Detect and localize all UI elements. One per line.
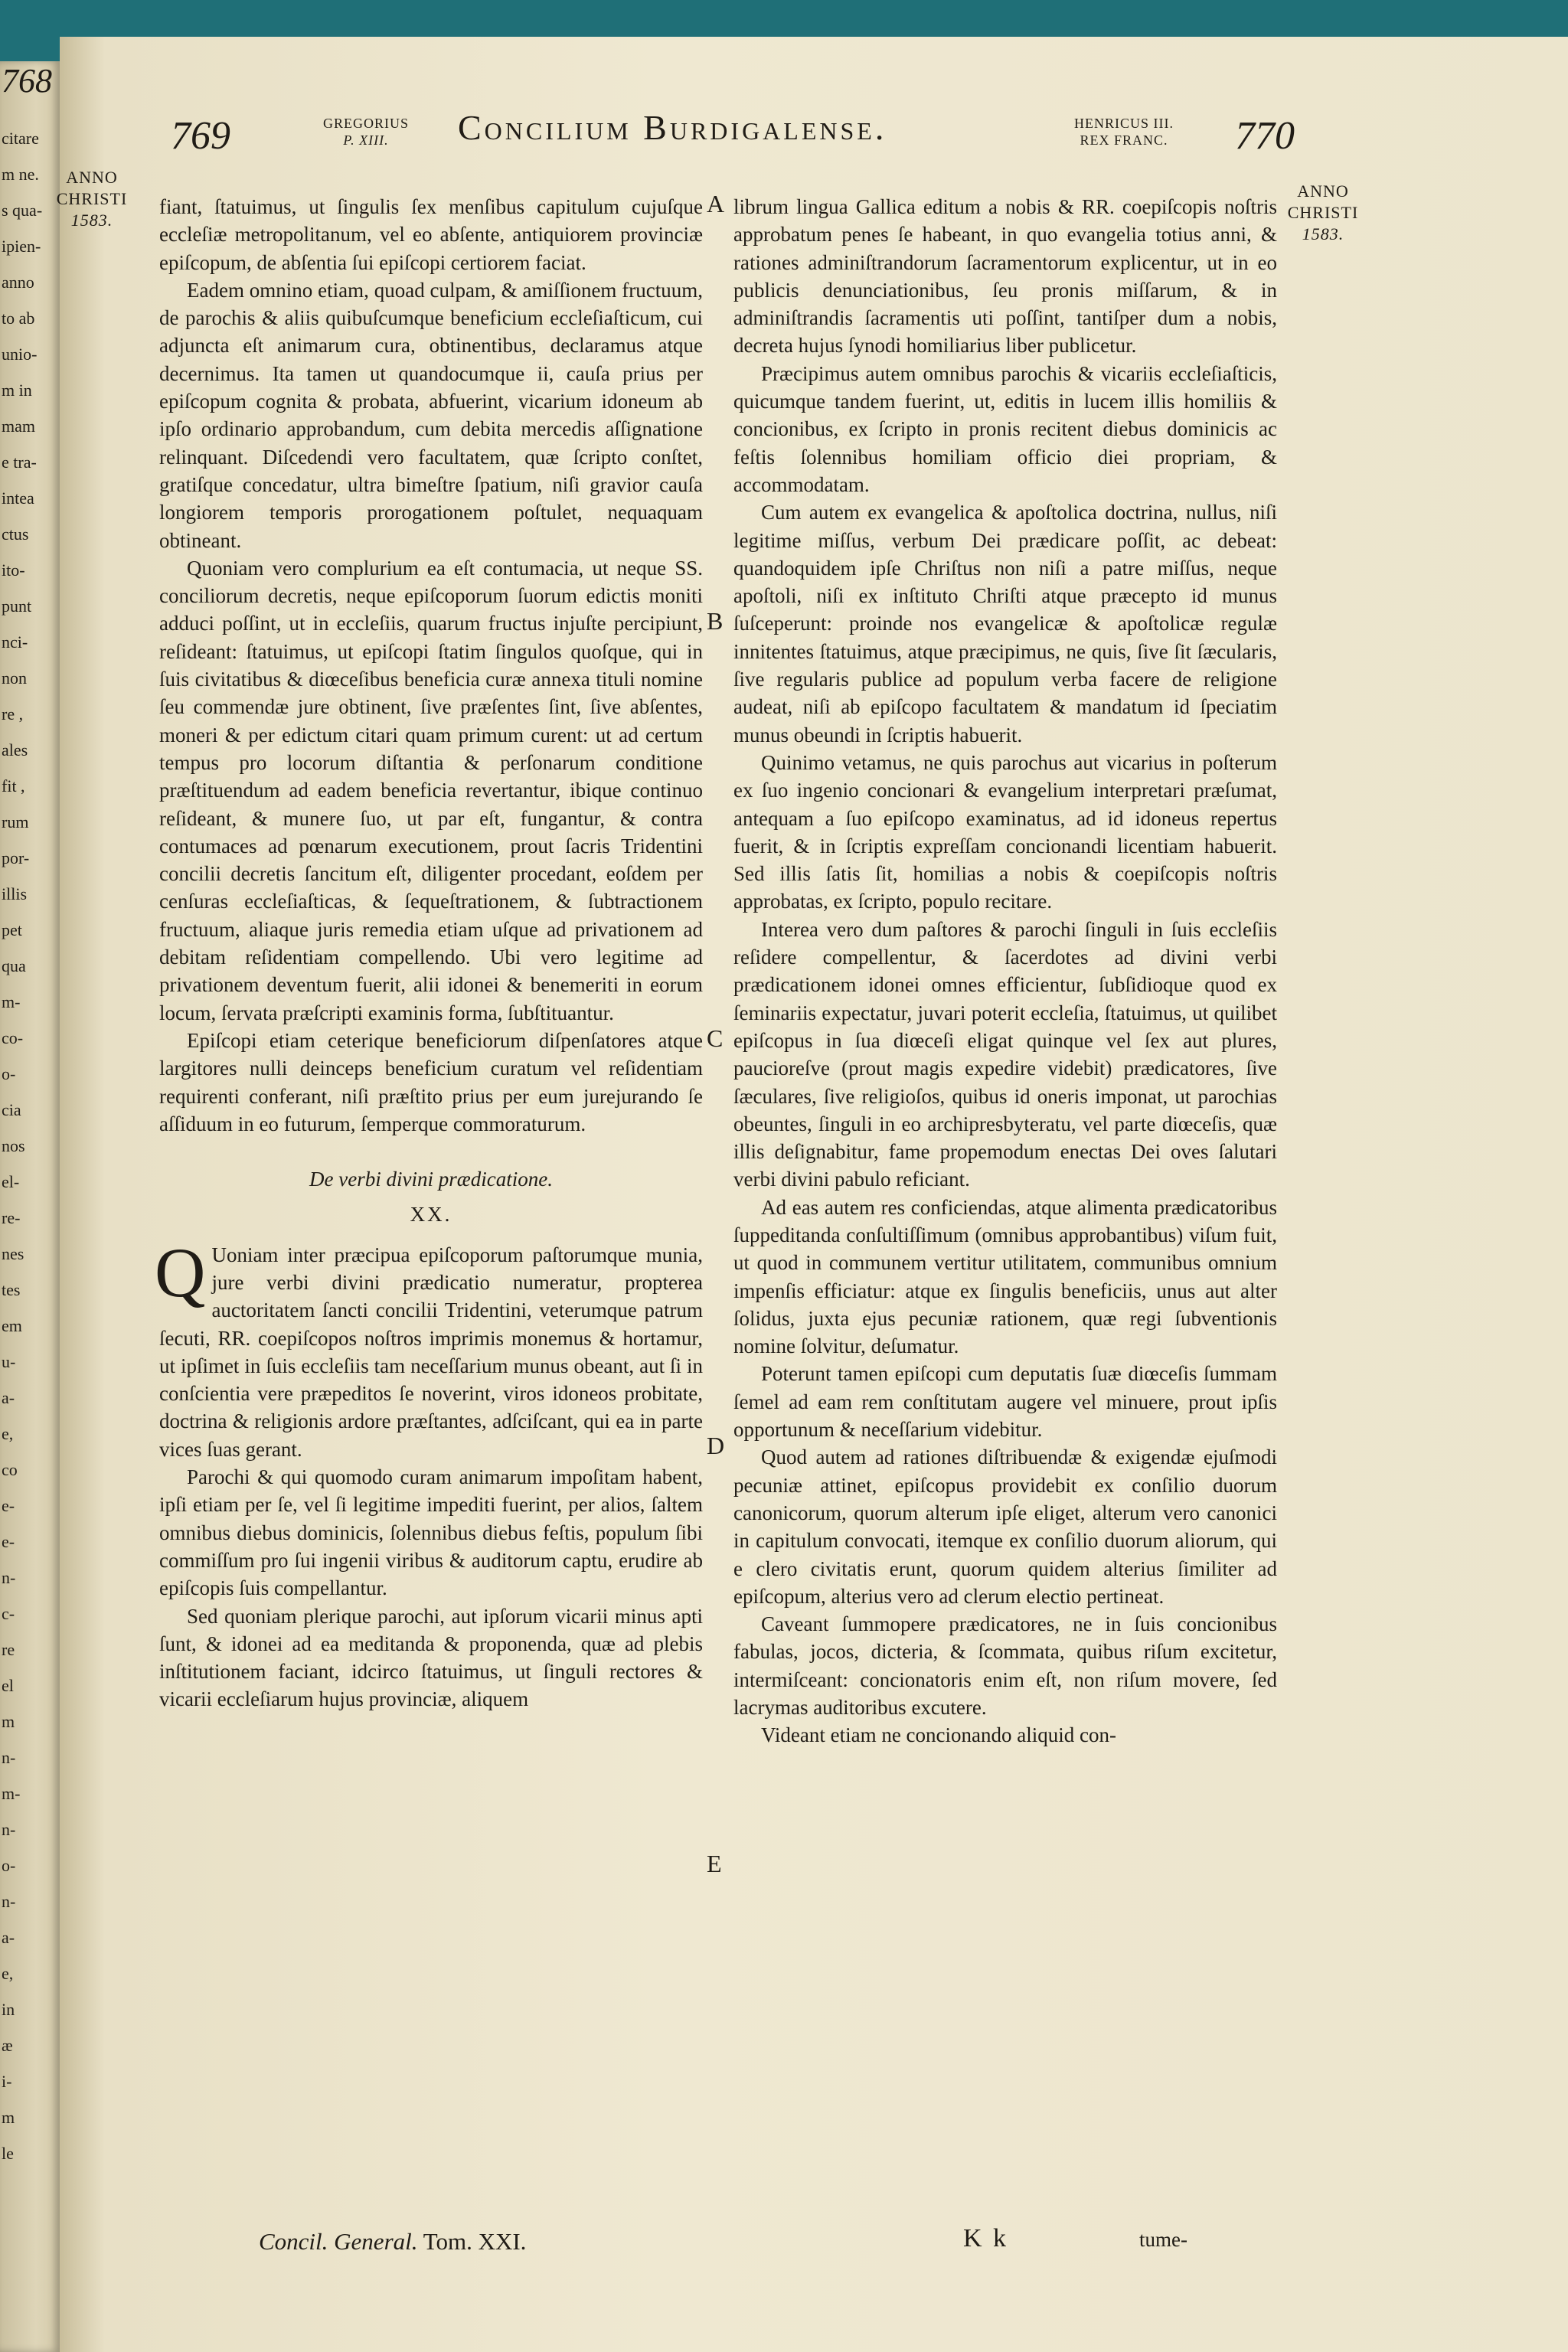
previous-page-fragment: ctus — [2, 524, 29, 544]
drop-capital: Q — [155, 1233, 206, 1312]
catchword: tume- — [1139, 2228, 1187, 2251]
section-marker-e: E — [707, 1850, 722, 1877]
paragraph: fiant, ſtatuimus, ut ſingulis ſex menſibus capitulum cujuſque eccleſiæ metropolitanum, vel eo abſente, antiquiorem provinciæ epiſcopum, de abſentia ſui epiſcopi certiorem faciat. — [159, 195, 703, 274]
previous-page-fragment: i- — [2, 2072, 12, 2091]
right-column — [733, 193, 1277, 1749]
previous-page-fragment: ales — [2, 740, 28, 760]
previous-page-fragment: e tra- — [2, 452, 37, 472]
previous-page-fragment: e, — [2, 1964, 14, 1983]
previous-page-fragment: o- — [2, 1856, 16, 1875]
paragraph: Eadem omnino etiam, quoad culpam, & amiſſionem fructuum, de parochis & aliis quibuſcumque beneficium eccleſiaſticum, cui adjuncta eſt animarum cura, obtinentibus, declaramus atque decernimus. Ita tamen ut quandocumque ii, cauſa prius per epiſcopum cognita & probata, abfuerint, vicarium idoneum ab ipſo ordinario approbandum, cum debita mercedis aſſignatione relinquant. Diſcedendi vero facultatem, quæ ſcripto conſtet, gratiſque concedatur, ultra bimeſtre ſpatium, niſi gravior cauſa longiorem temporis prorogationem poſtulet, nequaquam obtineant. — [159, 278, 703, 552]
previous-page-fragment: ito- — [2, 560, 25, 580]
previous-page-fragment: e- — [2, 1532, 15, 1551]
section-marker-c: C — [707, 1024, 724, 1052]
right-ref-line1: HENRICUS III. — [1074, 116, 1174, 131]
paragraph: Epiſcopi etiam ceterique beneficiorum diſpenſatores atque largitores nulli deinceps beneficium curatum vel reſidentiam requirenti conferant, niſi præſtito prius per eum jurejurando ſe aſſiduum in eo futurum, ſemperque commoraturum. — [159, 1028, 703, 1135]
previous-page-fragment: re- — [2, 1208, 21, 1227]
previous-page-fragment: ipien- — [2, 237, 41, 256]
previous-page-fragment: por- — [2, 848, 30, 867]
left-running-reference — [312, 115, 420, 149]
paragraph: Parochi & qui quomodo curam animarum impoſitam habent, ipſi etiam per ſe, vel ſi legitime impediti fuerint, per alios, ſaltem omnibus diebus dominicis, ſolennibus diebus feſtis, populum ſibi commiſſum pro ſui ingenii viribus & auditorum captu, erudire ab epiſcopis ſuis compellantur. — [159, 1465, 703, 1600]
previous-page-fragment: illis — [2, 884, 28, 903]
paragraph: Cum autem ex evangelica & apoſtolica doctrina, nullus, niſi legitime miſſus, verbum Dei prædicare poſſit, ac debeat: quandoquidem ipſe Chriſtus non niſi a patre miſſus, neque apoſtoli, niſi ex inſtituto Chriſti atque præcepto id munus ſuſceperunt: proinde nos evangelicæ & apoſtolicæ regulæ innitentes ſtatuimus, atque præcipimus, ne quis, ſive ſit ſæcularis, ſive regularis publice ad populum verba facere de religione audeat, niſi ab epiſcopo facultatem & mandatum id ſpeciatim munus obeundi in ſcriptis habuerit. — [733, 501, 1277, 746]
left-page-number: 769 — [171, 114, 230, 158]
previous-page-fragment: nes — [2, 1244, 24, 1263]
right-running-reference — [1047, 115, 1200, 149]
paragraph: Quod autem ad rationes diſtribuendæ & exigendæ ejuſmodi pecuniæ attinet, epiſcopus providebit ex conſilio duorum canonicorum, quorum alterum ipſe eliget, alterum vero canonici in capitulum convocati, itemque ex conſilio duorum aliorum, qui e clero civitatis erunt, quorum quidem alterius ſimiliter ad epiſcopum, alterius vero ad clerum electio pertineat. — [733, 1446, 1277, 1608]
footer-series: Concil. General. — [259, 2228, 418, 2255]
previous-page-fragment: citare — [2, 129, 39, 148]
section-marker-a: A — [707, 190, 725, 217]
previous-page-fragment: u- — [2, 1352, 16, 1371]
previous-page-fragment: mam — [2, 416, 35, 436]
previous-page-fragment: m- — [2, 1784, 21, 1803]
paragraph: Sed quoniam plerique parochi, aut ipſorum vicarii minus apti ſunt, & idonei ad ea meditanda & proponenda, quæ ad plebis inſtitutionem faciant, idcirco ſtatuimus, ut ſinguli rectores & vicarii eccleſiarum hujus provinciæ, aliquem — [159, 1604, 703, 1711]
previous-page-fragment: m in — [2, 381, 32, 400]
previous-page-fragment: non — [2, 668, 27, 688]
left-ref-line2: P. XIII. — [343, 132, 389, 148]
section-title: De verbi divini prædicatione. — [309, 1168, 553, 1191]
paragraph: Quinimo vetamus, ne quis parochus aut vicarius in poſterum ex ſuo ingenio concionari & evangelium interpretari præſumat, antequam a ſuo epiſcopo examinatus, ad id idoneus repertus fuerit, & in ſcriptis expreſſam concionandi licentiam habuerit. Sed illis ſatis ſit, homilias a nobis & coepiſcopis noſtris approbatas, ex ſcripto, populo recitare. — [733, 750, 1277, 913]
previous-page-fragment: n- — [2, 1892, 16, 1911]
previous-page-fragment: em — [2, 1316, 22, 1335]
left-margin-line1: ANNO — [66, 168, 118, 187]
right-margin-line2: CHRISTI — [1287, 203, 1359, 222]
previous-page-fragment: e- — [2, 1496, 15, 1515]
footer-volume — [259, 2228, 526, 2256]
previous-page-fragment: a- — [2, 1928, 15, 1947]
right-margin-line1: ANNO — [1297, 181, 1349, 201]
left-ref-line1: GREGORIUS — [322, 116, 409, 131]
previous-page-fragment: co — [2, 1460, 18, 1479]
previous-page-fragment: o- — [2, 1064, 16, 1083]
footer-tome: Tom. XXI. — [423, 2228, 527, 2255]
previous-page-fragment: to ab — [2, 309, 35, 328]
right-ref-line2: REX FRANC. — [1080, 132, 1168, 148]
previous-page-fragment: nos — [2, 1136, 25, 1155]
page — [56, 37, 1568, 2352]
previous-page-fragment: a- — [2, 1388, 15, 1407]
previous-page-fragment: m ne. — [2, 165, 39, 184]
previous-page-fragment: æ — [2, 2036, 13, 2055]
signature-mark: K k — [963, 2224, 1009, 2252]
previous-page-fragment: cia — [2, 1100, 21, 1119]
paragraph: Poterunt tamen epiſcopi cum deputatis ſuæ diœceſis ſummam ſemel ad eam rem conſtitutam augere vel minuere, prout ipſis opportunum & neceſſarium videbitur. — [733, 1362, 1277, 1442]
previous-page-fragment: co- — [2, 1028, 24, 1047]
paragraph: Caveant ſummopere prædicatores, ne in ſuis concionibus fabulas, jocos, dicteria, & ſcommata, quibus riſum excitetur, intermiſceant: concionatoris enim eſt, non riſum movere, ſed lacrymas auditoribus excutere. — [733, 1612, 1277, 1720]
previous-page-fragment: m — [2, 2108, 15, 2127]
previous-page-fragment: el — [2, 1676, 14, 1695]
paragraph: Videant etiam ne concionando aliquid con- — [761, 1723, 1116, 1747]
paragraph: Ad eas autem res conficiendas, atque alimenta prædicatoribus ſuppeditanda conſultiſſimum (omnibus approbantibus) viſum fuit, ut quod in communem vertitur utilitatem, communibus omnium impenſis efficiatur: atque ex ſingulis beneficiis, unus aut alter ſolidus, juxta ejus pecuniæ rationem, quæ regi ſubventionis nomine ſolvitur, deſumatur. — [733, 1195, 1277, 1358]
previous-page-fragment: punt — [2, 596, 32, 616]
previous-page-fragment: unio- — [2, 345, 38, 364]
previous-page-fragment: nci- — [2, 632, 28, 652]
previous-page-fragment: c- — [2, 1604, 15, 1623]
left-margin-line2: CHRISTI — [56, 189, 128, 208]
left-margin-year — [54, 167, 130, 231]
previous-page-fragment: e, — [2, 1424, 14, 1443]
previous-page-fragment: el- — [2, 1172, 20, 1191]
previous-page-fragment: s qua- — [2, 201, 43, 220]
left-margin-line3: 1583. — [70, 211, 113, 230]
previous-page-edge — [0, 61, 60, 2352]
previous-page-fragment: re , — [2, 704, 24, 724]
previous-page-fragment: fit , — [2, 776, 25, 795]
left-column — [155, 193, 703, 1713]
paragraph-dropcap — [155, 1233, 703, 1463]
previous-page-fragment: m- — [2, 992, 21, 1011]
right-margin-year — [1281, 181, 1365, 245]
previous-page-fragment: in — [2, 2000, 15, 2019]
previous-page-fragment: n- — [2, 1748, 16, 1767]
previous-page-fragment: m — [2, 1712, 15, 1731]
previous-page-fragment: pet — [2, 920, 22, 939]
previous-page-fragment: tes — [2, 1280, 21, 1299]
previous-page-fragment: rum — [2, 812, 29, 831]
paragraph: librum lingua Gallica editum a nobis & RR. coepiſcopis noſtris approbatum penes ſe habeant, in quo evangelia totius anni, & rationes adminiſtrandorum ſacramentorum explicentur, ut in eo publicis denunciationibus, ſeu pronis miſſarum, & in adminiſtrandis ſacramentis uti poſſint, tantiſper dum a nobis, decreta hujus ſynodi homiliarius liber publicetur. — [733, 195, 1277, 358]
previous-page-number: 768 — [2, 62, 52, 100]
previous-page-fragment: le — [2, 2144, 14, 2163]
previous-page-fragment: n- — [2, 1820, 16, 1839]
paragraph: Quoniam vero complurium ea eſt contumacia, ut neque SS. conciliorum decretis, neque epiſcoporum ſuorum edictis moniti adduci poſſint, ut in eccleſiis, quarum fructus injuſte percipiunt, reſideant: ſtatuimus, ut epiſcopi ſtatim ſingulos quoſque, qui in ſuis civitatibus & diœceſibus beneficia curæ annexa tituli nomine ſeu commendæ jure obtinent, ſive præſentes ſint, ſive abſentes, moneri & per edictum citari quam primum curent: ut ad certum tempus pro locorum diſtantia & perſonarum conditione præſtituendum ad eadem beneficia revertantur, ibique continuo reſideant, & munere ſuo, ut par eſt, fungantur, & contra contumaces ad pœnarum executionem, prout ſacris Tridentini concilii decretis ſancitum eſt, diligenter procedant, eoſdem per cenſuras eccleſiaſticas, & ſequeſtrationem, & ſubtractionem fructuum, aliaque juris remedia etiam uſque ad privationem ad debitam reſidentiam compellendo. Ubi vero legitime ad privationem deventum fuerit, alii idonei & benemeriti in eorum locum, ſervata præſcripti examinis forma, ſubſtituantur. — [159, 556, 703, 1024]
previous-page-fragment: n- — [2, 1568, 16, 1587]
right-margin-line3: 1583. — [1302, 224, 1344, 243]
right-page-number: 770 — [1235, 114, 1295, 158]
previous-page-fragment: qua — [2, 956, 26, 975]
section-marker-d: D — [707, 1432, 725, 1459]
paragraph: Interea vero dum paſtores & parochi ſinguli in ſuis eccleſiis reſidere compellentur, & ſacerdotes ad divini verbi prædicationem idonei omnes efficientur, ſubſidioque quod ex ſeminariis expectatur, juvari poterit eccleſia, ſtatuimus, ut quilibet epiſcopus in ſua diœceſi eligat quinque vel ſex aut plures, paucioreſve (prout magis expedire videbit) prædicatores, ſive ſæculares, ſive religioſos, quibus id oneris imponat, ut parochias obeuntes, ſinguli in eo archipresbyteratu, vel parte diœceſis, quæ illis deſignabitur, fame propemodum enectas Dei oves ſalutari verbi divini pabulo reficiant. — [733, 917, 1277, 1191]
paragraph-text: Uoniam inter præcipua epiſcoporum paſtorumque munia, jure verbi divini prædicatio numeratur, propterea auctoritatem ſancti concilii Tridentini, veterumque patrum ſecuti, RR. coepiſcopos noſtros imprimis monemus & hortamur, ut ipſimet in ſuis eccleſiis tam neceſſarium munus obeant, aut ſi in conſcientia vere præpeditos ſe noverint, viros idoneos probitate, doctrina & religionis ardore præſtantes, adſciſcant, qui ea in parte vices ſuas gerant. — [159, 1243, 703, 1461]
paragraph: Præcipimus autem omnibus parochis & vicariis eccleſiaſticis, quicumque tandem fuerint, ut, editis in lucem illis homiliis & concionibus, ex ſcripto in pronis recitent diebus dominicis ac feſtis ſolennibus homiliam officio diei propriam, & accommodatam. — [733, 361, 1277, 496]
previous-page-fragment: re — [2, 1640, 15, 1659]
section-number: XX. — [410, 1203, 452, 1227]
previous-page-fragment: intea — [2, 488, 34, 508]
previous-page-fragment: anno — [2, 273, 34, 292]
section-marker-b: B — [707, 607, 724, 635]
running-title: Concilium Burdigalense. — [458, 108, 887, 147]
